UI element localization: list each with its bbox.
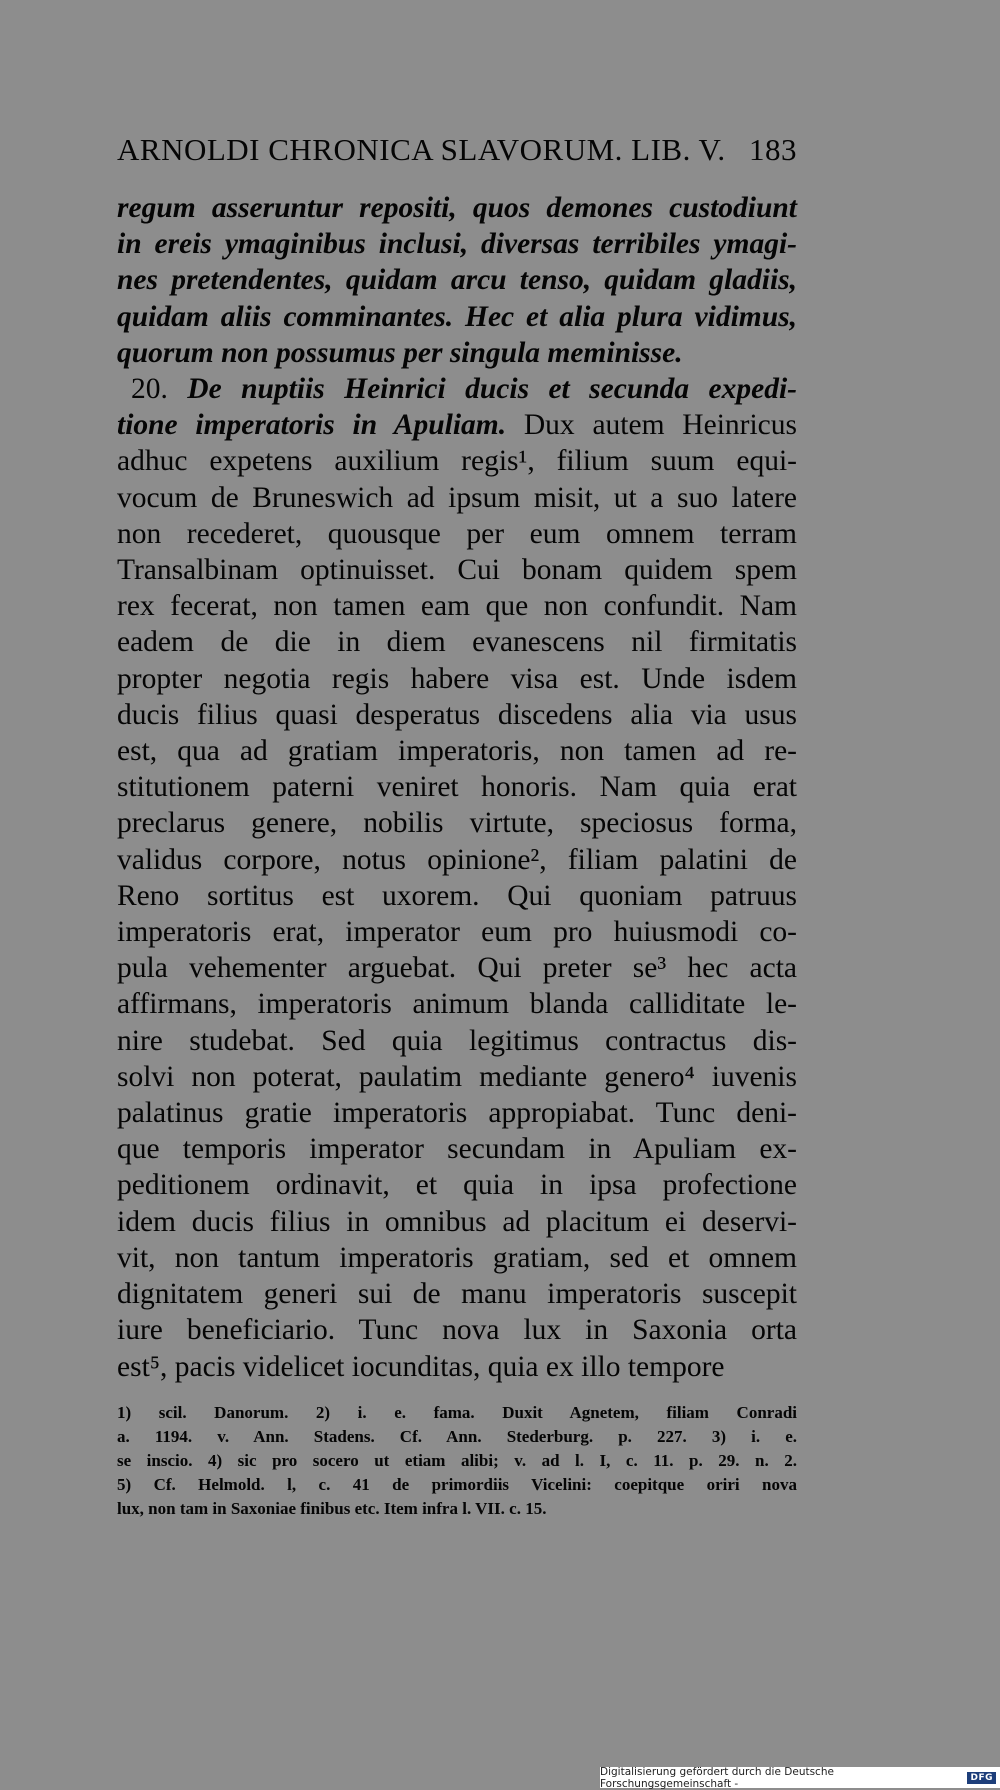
running-title: ARNOLDI CHRONICA SLAVORUM. LIB. V. bbox=[117, 132, 726, 167]
text-line: eadem de die in diem evanescens nil firmitatis bbox=[117, 626, 797, 659]
section-heading-text: De nuptiis Heinrici ducis et secunda expedi- bbox=[187, 373, 797, 406]
footnote-line: 1) scil. Danorum. 2) i. e. fama. Duxit Agnetem, filiam Conradi bbox=[117, 1402, 797, 1422]
text-line: iure beneficiario. Tunc nova lux in Saxonia orta bbox=[117, 1314, 797, 1347]
text-line: affirmans, imperatoris animum blanda calliditate le- bbox=[117, 988, 797, 1021]
footnotes bbox=[117, 1401, 797, 1521]
text-line: preclarus genere, nobilis virtute, speciosus forma, bbox=[117, 807, 797, 840]
text-line: dignitatem generi sui de manu imperatoris suscepit bbox=[117, 1278, 797, 1311]
section-number: 20. bbox=[131, 373, 188, 406]
text-line: palatinus gratie imperatoris appropiabat. Tunc deni- bbox=[117, 1097, 797, 1130]
text-line: quidam aliis comminantes. Hec et alia plura vidimus, bbox=[117, 300, 797, 333]
page-number: 183 bbox=[749, 132, 797, 167]
text-line: idem ducis filius in omnibus ad placitum ei deservi- bbox=[117, 1205, 797, 1238]
text-line: rex fecerat, non tamen eam que non confundit. Nam bbox=[117, 590, 797, 623]
text-line: quorum non possumus per singula meminisse. bbox=[117, 336, 683, 369]
text-line: est, qua ad gratiam imperatoris, non tamen ad re- bbox=[117, 735, 797, 768]
footnote-line: a. 1194. v. Ann. Stadens. Cf. Ann. Stederburg. p. 227. 3) i. e. bbox=[117, 1426, 797, 1446]
text-line: ducis filius quasi desperatus discedens alia via usus bbox=[117, 698, 797, 731]
text-line: nire studebat. Sed quia legitimus contractus dis- bbox=[117, 1024, 797, 1057]
text-line: adhuc expetens auxilium regis¹, filium suum equi- bbox=[117, 445, 797, 478]
footnote-line: 5) Cf. Helmold. l, c. 41 de primordiis Vicelini: coepitque oriri nova bbox=[117, 1474, 797, 1494]
text-line: nes pretendentes, quidam arcu tenso, quidam gladiis, bbox=[117, 264, 797, 297]
text-line: est⁵, pacis videlicet iocunditas, quia ex illo tempore bbox=[117, 1350, 725, 1383]
text-line: vit, non tantum imperatoris gratiam, sed et omnem bbox=[117, 1241, 797, 1274]
text-line: validus corpore, notus opinione², filiam palatini de bbox=[117, 843, 797, 876]
text-line: vocum de Bruneswich ad ipsum misit, ut a suo latere bbox=[117, 481, 797, 514]
text-line: stitutionem paterni veniret honoris. Nam quia erat bbox=[117, 771, 797, 804]
text-line: in ereis ymaginibus inclusi, diversas terribiles ymagi- bbox=[117, 228, 797, 261]
text-line: solvi non poterat, paulatim mediante genero⁴ iuvenis bbox=[117, 1060, 797, 1093]
section-heading-text: tione imperatoris in Apuliam. bbox=[117, 409, 507, 442]
dfg-logo: DFG bbox=[967, 1772, 996, 1784]
text-line: non recederet, quousque per eum omnem terram bbox=[117, 517, 797, 550]
text-span: Dux autem Heinricus bbox=[506, 409, 797, 442]
running-head bbox=[117, 130, 797, 170]
text-line: que temporis imperator secundam in Apuliam ex- bbox=[117, 1133, 797, 1166]
text-line: Transalbinam optinuisset. Cui bonam quidem spem bbox=[117, 554, 797, 587]
text-line: peditionem ordinavit, et quia in ipsa profectione bbox=[117, 1169, 797, 1202]
text-line: imperatoris erat, imperator eum pro huiusmodi co- bbox=[117, 916, 797, 949]
footnote-line: lux, non tam in Saxoniae finibus etc. Item infra l. VII. c. 15. bbox=[117, 1498, 547, 1518]
credit-text: Digitalisierung gefördert durch die Deutsche Forschungsgemeinschaft - bbox=[600, 1765, 834, 1790]
body-text bbox=[117, 190, 797, 1385]
text-line: pula vehementer arguebat. Qui preter se³ hec acta bbox=[117, 952, 797, 985]
digitization-credit-bar bbox=[600, 1767, 1000, 1788]
text-line: Reno sortitus est uxorem. Qui quoniam patruus bbox=[117, 879, 797, 912]
text-line: regum asseruntur repositi, quos demones custodiunt bbox=[117, 192, 797, 224]
text-line bbox=[117, 407, 797, 443]
footnote-line: se inscio. 4) sic pro socero ut etiam alibi; v. ad l. I, c. 11. p. 29. n. 2. bbox=[117, 1450, 797, 1470]
book-page bbox=[117, 130, 797, 1521]
text-line bbox=[117, 371, 797, 407]
text-line: propter negotia regis habere visa est. Unde isdem bbox=[117, 662, 797, 695]
